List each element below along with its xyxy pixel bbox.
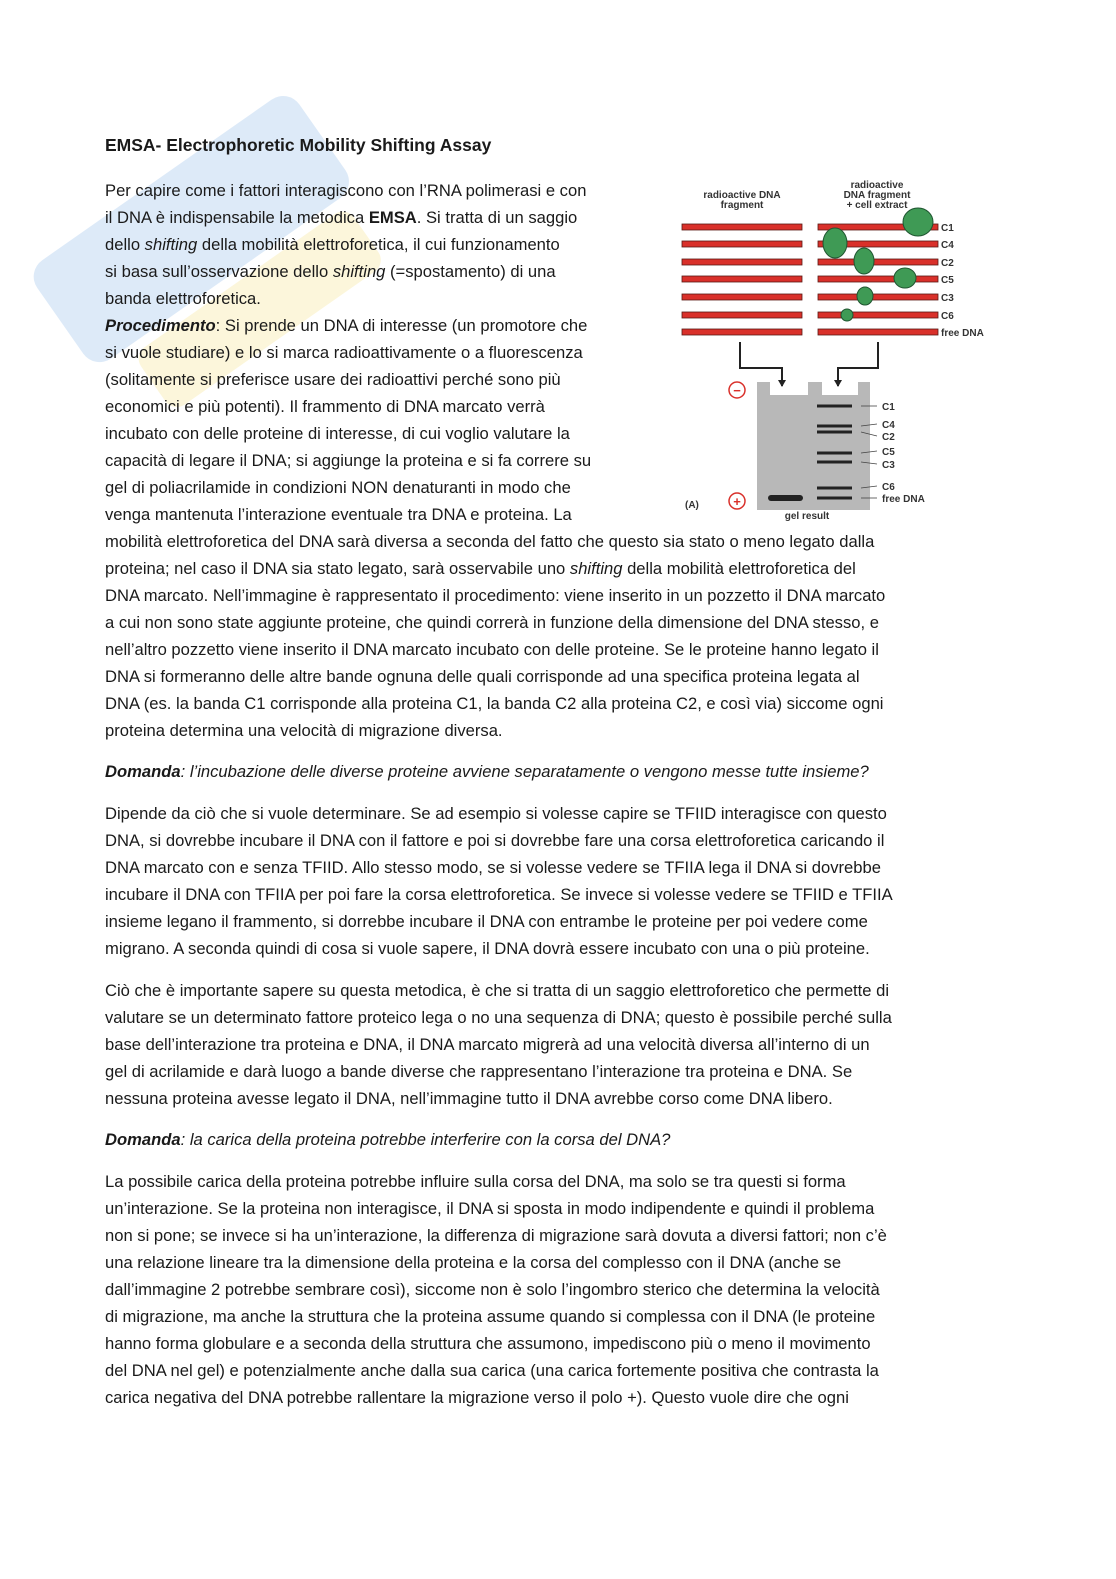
question — [105, 1126, 670, 1153]
text-line: Per capire come i fattori interagiscono con l’RNA polimerasi e con — [105, 181, 587, 200]
gel-label: C6 — [882, 482, 895, 493]
gel-band — [817, 461, 852, 464]
gel-band — [817, 497, 852, 500]
figure-caption: gel result — [784, 511, 830, 522]
text-line: capacità di legare il DNA; si aggiunge la proteina e si fa correre su — [105, 451, 592, 470]
gel-label: C2 — [882, 432, 895, 443]
emphasis-text: shifting — [144, 235, 198, 254]
arrow-right — [838, 342, 878, 386]
text-line: del DNA nel gel) e potenzialmente anche dalla sua carica (una carica fortemente positiva che contrasta la — [105, 1361, 879, 1380]
protein-blob — [854, 248, 874, 274]
emphasis-text: EMSA — [368, 208, 417, 227]
row-label: C4 — [941, 240, 954, 251]
text-span: . Si tratta di un saggio — [416, 208, 578, 227]
arrow-left — [740, 342, 782, 386]
text-line: hanno forma globulare e a seconda della struttura che assumono, impediscono più o meno il movimento — [105, 1334, 871, 1353]
panel-label: (A) — [685, 500, 699, 511]
text-span: della mobilità elettroforetica, il cui funzionamento — [197, 235, 560, 254]
protein-blob — [903, 208, 933, 236]
gel-label: free DNA — [882, 494, 925, 505]
protein-blob — [857, 287, 873, 305]
text-span: il DNA è indispensabile la metodica — [105, 208, 369, 227]
text-line: banda elettroforetica. — [105, 289, 261, 308]
paragraph — [105, 800, 893, 962]
gel-band-free-dna — [768, 495, 803, 501]
dna-fragment-bar — [682, 224, 802, 230]
text-span: (=spostamento) di una — [385, 262, 556, 281]
emphasis-text: shifting — [569, 559, 623, 578]
paragraph — [105, 1168, 887, 1411]
figure-header-right: radioactive — [850, 180, 904, 191]
gel — [757, 382, 870, 510]
text-line: (solitamente si preferisce usare dei radioattivi perché sono più — [105, 370, 561, 389]
gel-band — [817, 431, 852, 434]
dna-fragment-bar — [682, 312, 802, 318]
text-line: una relazione lineare tra la dimensione della proteina e la corsa del complesso con il DNA (anche se — [105, 1253, 842, 1272]
gel-band — [817, 452, 852, 455]
dna-fragment-bar — [818, 294, 938, 300]
row-label: C5 — [941, 275, 954, 286]
minus-sign: − — [733, 383, 741, 398]
text-span: della mobilità elettroforetica del — [622, 559, 856, 578]
text-line: gel di acrilamide e darà luogo a bande diverse che rappresentano l’interazione tra proteina e DNA. Se — [105, 1062, 853, 1081]
text-span: proteina; nel caso il DNA sia stato legato, sarà osservabile uno — [105, 559, 570, 578]
text-line: nessuna proteina avesse legato il DNA, nell’immagine tutto il DNA avrebbe corso come DNA libero. — [105, 1089, 833, 1108]
text-line: incubare il DNA con TFIIA per poi fare la corsa elettroforetica. Se invece si volesse vedere se TFIID e TFIIA — [105, 885, 893, 904]
text-line: carica negativa del DNA potrebbe rallentare la migrazione verso il polo +). Questo vuole dire che ogni — [105, 1388, 849, 1407]
dna-fragment-bar — [682, 241, 802, 247]
text-line: dall’immagine 2 potrebbe sembrare così), siccome non è solo l’ingombro sterico che determina la velocità — [105, 1280, 880, 1299]
text-line: venga mantenuta l’interazione eventuale tra DNA e proteina. La — [105, 505, 572, 524]
emphasis-text: : la carica della proteina potrebbe interferire con la corsa del DNA? — [180, 1130, 671, 1149]
text-line: non si pone; se invece si ha un’interazione, la differenza di migrazione sarà dovuta a diversi fattori; non c’è — [105, 1226, 887, 1245]
text-line: Ciò che è importante sapere su questa metodica, è che si tratta di un saggio elettroforetico che permette di — [105, 981, 890, 1000]
gel-label: C4 — [882, 420, 895, 431]
text-line: DNA marcato. Nell’immagine è rappresentato il procedimento: viene inserito in un pozzetto il DNA marcato — [105, 586, 886, 605]
emphasis-text: : l’incubazione delle diverse proteine avviene separatamente o vengono messe tutte insieme? — [180, 762, 869, 781]
text-line: nell’altro pozzetto viene inserito il DNA marcato incubato con delle proteine. Se le proteine hanno legato il — [105, 640, 879, 659]
gel-band — [817, 425, 852, 428]
dna-fragment-bar — [818, 312, 938, 318]
protein-blob — [894, 268, 916, 288]
figure-header-right: DNA fragment — [843, 190, 911, 201]
paragraph — [105, 977, 892, 1112]
question — [105, 758, 869, 785]
emphasis-text: Domanda — [105, 762, 181, 781]
text-line: valutare se un determinato fattore proteico lega o no una sequenza di DNA; questo è possibile perché sulla — [105, 1008, 892, 1027]
text-line: DNA (es. la banda C1 corrisponde alla proteina C1, la banda C2 alla proteina C2, e così via) siccome ogni — [105, 694, 884, 713]
gel-label: C1 — [882, 402, 895, 413]
row-label: C2 — [941, 258, 954, 269]
text-line: DNA, si dovrebbe incubare il DNA con il fattore e poi si dovrebbe fare una corsa elettroforetica caricando il — [105, 831, 885, 850]
text-line: economici e più potenti). Il frammento di DNA marcato verrà — [105, 397, 545, 416]
figure-header-left: fragment — [720, 200, 764, 211]
page-title: EMSA- Electrophoretic Mobility Shifting Assay — [105, 135, 492, 155]
gel-label: C3 — [882, 460, 895, 471]
text-line: di migrazione, ma anche la struttura che la proteina assume quando si complessa con il DNA (le proteine — [105, 1307, 876, 1326]
gel-label: C5 — [882, 447, 895, 458]
text-line: proteina determina una velocità di migrazione diversa. — [105, 721, 503, 740]
text-line: migrano. A seconda quindi di cosa si vuole sapere, il DNA dovrà essere incubato con una o più proteine. — [105, 939, 870, 958]
dna-fragment-bar — [818, 259, 938, 265]
row-label: free DNA — [941, 328, 984, 339]
text-span: dello — [105, 235, 145, 254]
text-span: si basa sull’osservazione dello — [105, 262, 333, 281]
text-line: si vuole studiare) e lo si marca radioattivamente o a fluorescenza — [105, 343, 583, 362]
text-line: DNA si formeranno delle altre bande ognuna delle quali corrisponde ad una specifica proteina legata al — [105, 667, 860, 686]
protein-blob — [823, 228, 847, 258]
text-line — [105, 1126, 670, 1153]
text-line — [105, 758, 869, 785]
emphasis-text: Procedimento — [105, 316, 216, 335]
gel-band — [817, 405, 852, 408]
row-label: C1 — [941, 223, 954, 234]
figure-header-left: radioactive DNA — [703, 190, 781, 201]
text-line: DNA marcato con e senza TFIID. Allo stesso modo, se si volesse vedere se TFIIA lega il DNA si dovrebbe — [105, 858, 881, 877]
text-line: insieme legano il frammento, si dorrebbe incubare il DNA con entrambe le proteine per poi vedere come — [105, 912, 868, 931]
row-label: C3 — [941, 293, 954, 304]
text-line: mobilità elettroforetica del DNA sarà diversa a seconda del fatto che questo sia stato o meno legato dalla — [105, 532, 875, 551]
dna-fragment-bar — [682, 259, 802, 265]
figure-header-right: + cell extract — [846, 200, 908, 211]
text-line: Dipende da ciò che si vuole determinare. Se ad esempio si volesse capire se TFIID interagisce con questo — [105, 804, 887, 823]
plus-sign: + — [733, 494, 741, 509]
gel-band — [817, 487, 852, 490]
text-line: gel di poliacrilamide in condizioni NON denaturanti in modo che — [105, 478, 571, 497]
emphasis-text: shifting — [332, 262, 386, 281]
text-line: un’interazione. Se la proteina non interagisce, il DNA si sposta in modo indipendente e quindi il problema — [105, 1199, 875, 1218]
text-span: : Si prende un DNA di interesse (un promotore che — [215, 316, 588, 335]
dna-fragment-bar — [818, 276, 938, 282]
text-line: incubato con delle proteine di interesse, di cui voglio valutare la — [105, 424, 570, 443]
dna-fragment-bar — [682, 276, 802, 282]
emsa-figure — [0, 0, 1116, 560]
text-line: La possibile carica della proteina potrebbe influire sulla corsa del DNA, ma solo se tra questi si forma — [105, 1172, 846, 1191]
dna-fragment-bar — [682, 329, 802, 335]
row-label: C6 — [941, 311, 954, 322]
protein-blob — [841, 309, 853, 321]
dna-fragment-bar — [682, 294, 802, 300]
dna-fragment-bar — [818, 329, 938, 335]
text-line: a cui non sono state aggiunte proteine, che quindi correrà in funzione della dimensione del DNA stesso, e — [105, 613, 879, 632]
emphasis-text: Domanda — [105, 1130, 181, 1149]
text-line: base dell’interazione tra proteina e DNA, il DNA marcato migrerà ad una velocità diversa all’interno di un — [105, 1035, 870, 1054]
